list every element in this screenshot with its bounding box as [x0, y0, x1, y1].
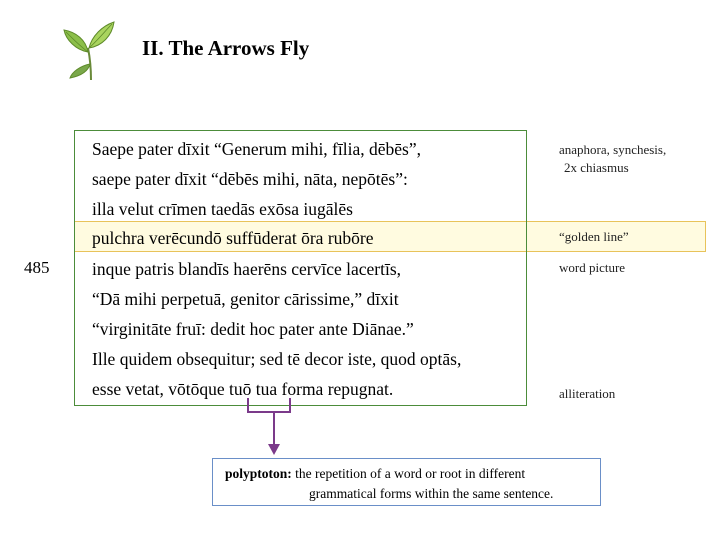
note-figures-line1: anaphora, synchesis, [559, 142, 667, 157]
verse-line: saepe pater dīxit “dēbēs mihi, nāta, nepōtēs”: [92, 169, 408, 189]
note-golden-line: “golden line” [559, 229, 629, 244]
note-alliteration: alliteration [559, 386, 616, 401]
definition-text-line1: the repetition of a word or root in different [295, 466, 526, 481]
leaf-sprig-icon [58, 18, 120, 82]
verse-line: inque patris blandīs haerēns cervīce lacertīs, [92, 259, 402, 279]
verse-line: illa velut crīmen taedās exōsa iugālēs [92, 199, 353, 219]
line-number: 485 [24, 258, 50, 277]
definition-text-line2: grammatical forms within the same sentence. [309, 486, 554, 501]
verse-line: Saepe pater dīxit “Generum mihi, fīlia, dēbēs”, [92, 139, 421, 159]
verse-line: Ille quidem obsequitur; sed tē decor iste, quod optās, [92, 349, 462, 369]
note-figures-line2: 2x chiasmus [564, 160, 629, 175]
verse-line: esse vetat, vōtōque tuō tua forma repugnat. [92, 379, 394, 399]
definition-term: polyptoton: [225, 466, 292, 481]
note-word-picture: word picture [559, 260, 626, 275]
verse-line: “Dā mihi perpetuā, genitor cārissime,” dīxit [92, 289, 399, 309]
page-title: II. The Arrows Fly [142, 36, 310, 60]
definition-line1 [225, 466, 525, 482]
verse-line: “virginitāte fruī: dedit hoc pater ante Diānae.” [92, 319, 414, 339]
verse-line-golden: pulchra verēcundō suffūderat ōra rubōre [92, 228, 374, 248]
